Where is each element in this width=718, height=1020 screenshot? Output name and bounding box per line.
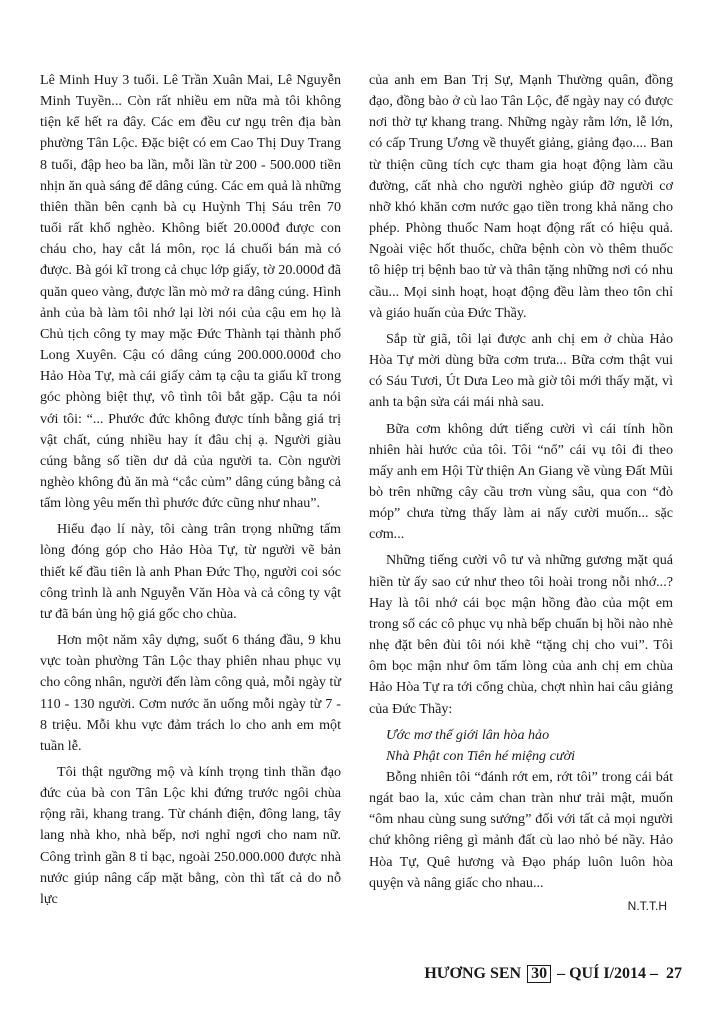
paragraph: Bữa cơm không dứt tiếng cười vì cái tính hồn nhiên hài hước của tôi. Tôi “nổ” cái vụ tôi đi theo mấy anh em Hội Từ thiện An Giang về vùng Đất Mũi bò trên những cây cầu trơn vùng sâu, qua con “đò móp” chưa từng thấy làm ai nấy cười muốn... sặc cơm... xyxy=(369,420,673,543)
paragraph: Những tiếng cười vô tư và những gương mặt quá hiền từ ấy sao cứ như theo tôi hoài trong nỗi nhớ...? Hay là tôi nhớ cái bọc mận hồng đào của một em trong số các cô phục vụ nhà bếp chuẩn bị hồi nào nhè nhẹ đặt bên đùi tôi nói khẽ “tặng chị cho vui”. Tôi ôm bọc mận như ôm tấm lòng của anh chị em chùa Hảo Hòa Tự ra tới cổng chùa, chợt nhìn hai câu giảng của Đức Thầy: xyxy=(369,552,673,717)
footer-separator: – xyxy=(650,965,658,982)
footer-separator: – xyxy=(557,965,566,982)
right-column xyxy=(369,70,673,917)
verse-line: Ước mơ thế giới lân hòa hảo xyxy=(386,726,550,743)
magazine-name: HƯƠNG SEN xyxy=(424,965,522,982)
verse-line: Nhà Phật con Tiên hé miệng cười xyxy=(386,747,576,764)
paragraph: của anh em Ban Trị Sự, Mạnh Thường quân, đồng đạo, đồng bào ở cù lao Tân Lộc, để ngày nay có được nơi thờ tự khang trang. Những ngày rằm lớn, lễ lớn, có cấp Trung Ương về thuyết giảng, giảng đạo.... Ban từ thiện cũng tích cực tham gia hoạt động làm cầu đường, cất nhà cho người nghèo giúp đỡ người cơ nhỡ khó khăn cơm nước gạo tiền trong khả năng cho phép. Phòng thuốc Nam hoạt động rất có hiệu quả. Ngoài việc hốt thuốc, chữa bệnh còn vò thêm thuốc tô hiệp trị bệnh bao tử và thân tặng những nơi có nhu cầu... Mọi sinh hoạt, hoạt động đều làm theo tôn chỉ và giáo huấn của Đức Thầy. xyxy=(369,72,673,321)
page-number: 27 xyxy=(666,965,682,982)
paragraph: Hơn một năm xây dựng, suốt 6 tháng đầu, 9 khu vực toàn phường Tân Lộc thay phiên nhau phục vụ cho công nhân, người đến làm công quả, mỗi ngày từ 110 - 130 người. Cơm nước ăn uống mỗi ngày từ 7 - 8 triệu. Mỗi khu vực đảm trách lo cho anh em một tuần lễ. xyxy=(40,632,341,754)
paragraph: Tôi thật ngưỡng mộ và kính trọng tinh thần đạo đức của bà con Tân Lộc khi đứng trước ngôi chùa rộng rãi, khang trang. Từ chánh điện, đông lang, tây lang nhà kho, nhà bếp, nơi nghỉ ngơi cho nam nữ. Công trình gần 8 tỉ bạc, ngoài 250.000.000 được nhà nước giúp nâng cấp mặt bằng, còn thì tất cả do nỗ lực xyxy=(40,764,341,907)
paragraph: Lê Minh Huy 3 tuổi. Lê Trần Xuân Mai, Lê Nguyễn Minh Tuyền... Còn rất nhiều em nữa mà tôi không tiện kể hết ra đây. Các em đều cư ngụ trên địa bàn phường Tân Lộc. Đặc biệt có em Cao Thị Duy Trang 8 tuổi, đập heo ba lần, mỗi lần từ 200 - 500.000 tiền nhịn ăn quà sáng để dâng cúng. Các em quả là những thiên thần bên cạnh bà cụ Huỳnh Thị Sáu trên 70 tuổi rất khổ nghèo. Không biết 20.000đ được con cháu cho, hay cắt lá môn, rọc lá chuối bán mà có được. Bà gói kĩ trong cả chục lớp giấy, tờ 20.000đ đã quăn queo vàng, được lần mò mở ra dâng cúng. Hình ảnh của bà làm tôi nhớ lại lời nói của cậu em họ là Chủ tịch công ty may mặc Đức Thành tại thành phố Long Xuyên. Cậu có dâng cúng 200.000.000đ cho Hảo Hòa Tự, mà cái giấy cảm tạ cậu ta giấu kĩ trong góc phòng biệt thự, vô tình tôi bắt gặp. Cậu ta nói với tôi: “... Phước đức không được tính bằng giá trị vật chất, cúng nhiều hay ít đâu chị ạ. Người giàu cúng bằng số tiền dư dả của người ta. Còn người nghèo không đủ ăn mà “cắc củm” dâng cúng bằng cả tấm lòng yêu mến thì phước đức cũng như nhau”. xyxy=(40,72,341,512)
left-column xyxy=(40,70,341,910)
issue-number-box: 30 xyxy=(527,965,551,983)
page-footer xyxy=(424,965,682,983)
issue-period: QUÍ I/2014 xyxy=(569,965,646,982)
closing-paragraph: Bỗng nhiên tôi “đánh rớt em, rớt tôi” trong cái bát ngát bao la, xúc cảm chan tràn như trải mật, muốn “ôm nhau cùng sung sướng” đối với tất cả mọi người chứ không riêng gì mảnh đất cù lao nhỏ bé nầy. Hảo Hòa Tự, Quê hương và Đạo pháp luôn luôn hòa quyện và nâng giấc cho nhau... xyxy=(369,769,673,891)
author-signature: N.T.T.H xyxy=(627,898,667,913)
paragraph: Hiểu đạo lí này, tôi càng trân trọng những tấm lòng đóng góp cho Hảo Hòa Tự, từ người vẽ bản thiết kế đầu tiên là anh Phan Đức Thọ, người coi sóc công trình là anh Nguyễn Văn Hòa và cả công ty vật tư đã bán ủng hộ giá gốc cho chùa. xyxy=(40,521,341,622)
paragraph: Sắp từ giã, tôi lại được anh chị em ở chùa Hảo Hòa Tự mời dùng bữa cơm trưa... Bữa cơm thật vui có Sáu Tươi, Út Dưa Leo mà giờ tôi mới thấy mặt, vì anh ta bận sửa cái mái nhà sau. xyxy=(369,330,673,411)
